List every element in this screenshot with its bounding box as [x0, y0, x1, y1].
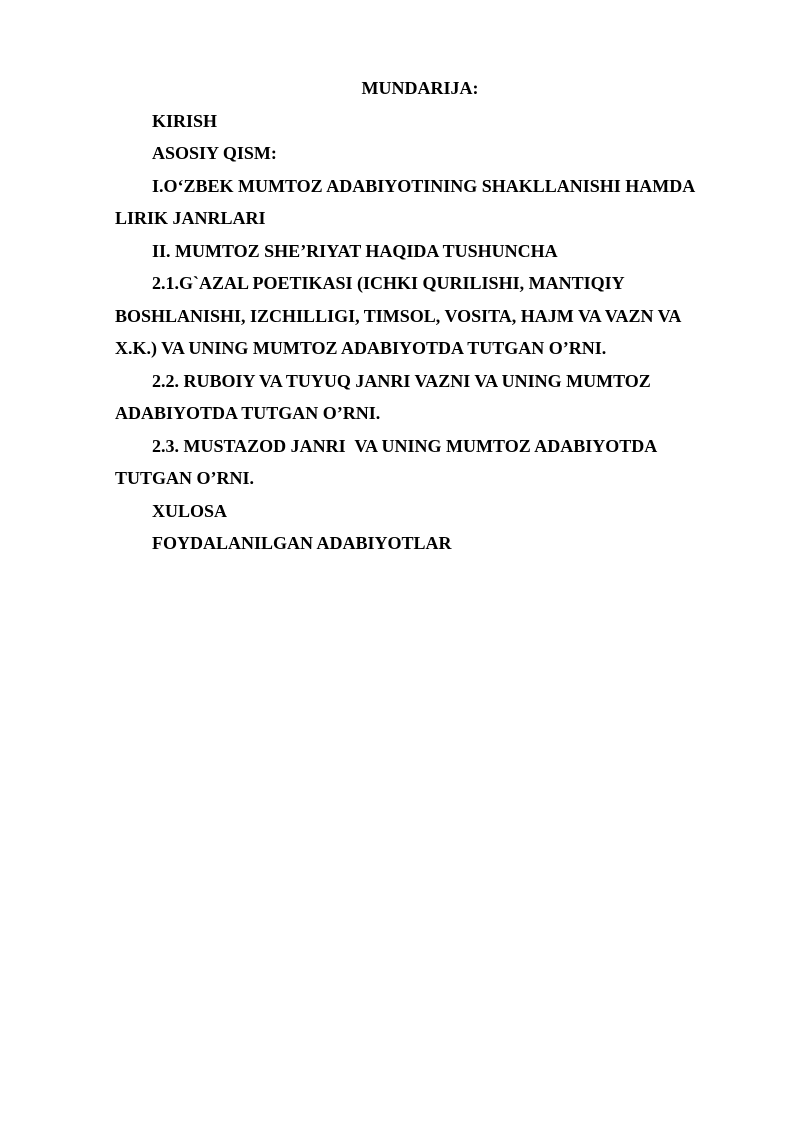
toc-entry-chapter-1: I.O‘ZBEK MUMTOZ ADABIYOTINING SHAKLLANISHI HAMDA LIRIK JANRLARI [115, 175, 699, 228]
toc-entry-section-2-1: 2.1.G`AZAL POETIKASI (ICHKI QURILISHI, MANTIQIY BOSHLANISHI, IZCHILLIGI, TIMSOL, VOSITA, HAJM VA VAZN VA X.K.) VA UNING MUMTOZ ADABIYOTDA TUTGAN O’RNI. [115, 273, 685, 358]
toc-entry-section-2-3: 2.3. MUSTAZOD JANRI VA UNING MUMTOZ ADABIYOTDA TUTGAN O’RNI. [115, 435, 661, 488]
toc-entry-introduction: KIRISH [152, 110, 218, 131]
toc-entry-references: FOYDALANILGAN ADABIYOTLAR [152, 533, 452, 553]
toc-entry-chapter-2: II. MUMTOZ SHE’RIYAT HAQIDA TUSHUNCHA [152, 240, 558, 261]
toc-entry-conclusion: XULOSA [152, 500, 228, 521]
table-of-contents [115, 72, 725, 560]
toc-entry-section-2-2: 2.2. RUBOIY VA TUYUQ JANRI VAZNI VA UNING MUMTOZ ADABIYOTDA TUTGAN O’RNI. [115, 370, 655, 423]
toc-entry-main-part: ASOSIY QISM: [152, 143, 277, 163]
toc-title: MUNDARIJA: [361, 78, 479, 98]
